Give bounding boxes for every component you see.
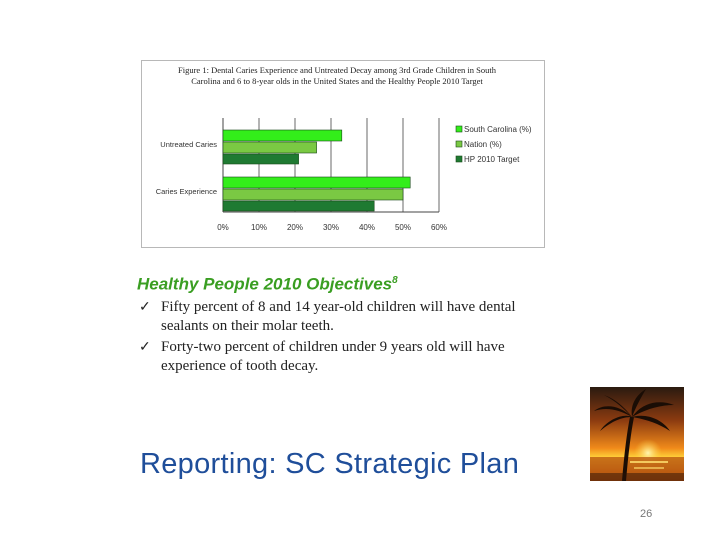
legend-label: HP 2010 Target (464, 155, 520, 164)
x-tick-label: 50% (394, 223, 412, 232)
chart-title-line-1: Figure 1: Dental Caries Experience and Untreated Decay among 3rd Grade Children in South (178, 65, 496, 75)
x-tick-labels (217, 223, 447, 232)
check-icon: ✓ (139, 339, 151, 355)
objectives-box (137, 270, 557, 376)
objective-item (137, 338, 557, 376)
category-labels (156, 140, 218, 196)
legend-swatch (456, 141, 462, 147)
category-label: Caries Experience (155, 187, 217, 196)
bar (223, 154, 299, 164)
chart-title-line-2: Carolina and 6 to 8-year olds in the United States and the Healthy People 2010 Target (191, 76, 483, 86)
x-tick-label: 40% (358, 223, 376, 232)
objective-line: Fifty percent of 8 and 14 year-old children will have dental (161, 298, 516, 315)
legend-swatch (456, 126, 462, 132)
bar (223, 201, 374, 211)
slide-title: Reporting: SC Strategic Plan (140, 448, 520, 480)
objective-line: sealants on their molar teeth. (161, 317, 334, 334)
x-tick-label: 20% (286, 223, 304, 232)
x-tick-label: 0% (217, 223, 229, 232)
objective-item (137, 298, 557, 336)
legend-swatch (456, 156, 462, 162)
objectives-heading (137, 270, 557, 296)
x-tick-label: 60% (430, 223, 448, 232)
category-label: Untreated Caries (160, 140, 217, 149)
bar (223, 130, 342, 141)
x-tick-label: 30% (322, 223, 340, 232)
bar (223, 189, 403, 200)
chart-bars (223, 130, 410, 211)
x-tick-label: 10% (250, 223, 268, 232)
legend-label: Nation (%) (464, 140, 502, 149)
check-icon: ✓ (139, 299, 151, 315)
objective-line: Forty-two percent of children under 9 years old will have (161, 338, 505, 355)
page-number: 26 (640, 508, 653, 520)
objective-line: experience of tooth decay. (161, 357, 319, 374)
bar-chart (141, 60, 545, 248)
objectives-heading-text: Healthy People 2010 Objectives (137, 274, 393, 294)
objectives-footnote: 8 (392, 275, 398, 286)
palm-tree-sunset-photo (590, 387, 684, 481)
bar (223, 177, 410, 188)
bar (223, 142, 317, 153)
legend-label: South Carolina (%) (464, 125, 532, 134)
chart-legend (456, 125, 532, 164)
